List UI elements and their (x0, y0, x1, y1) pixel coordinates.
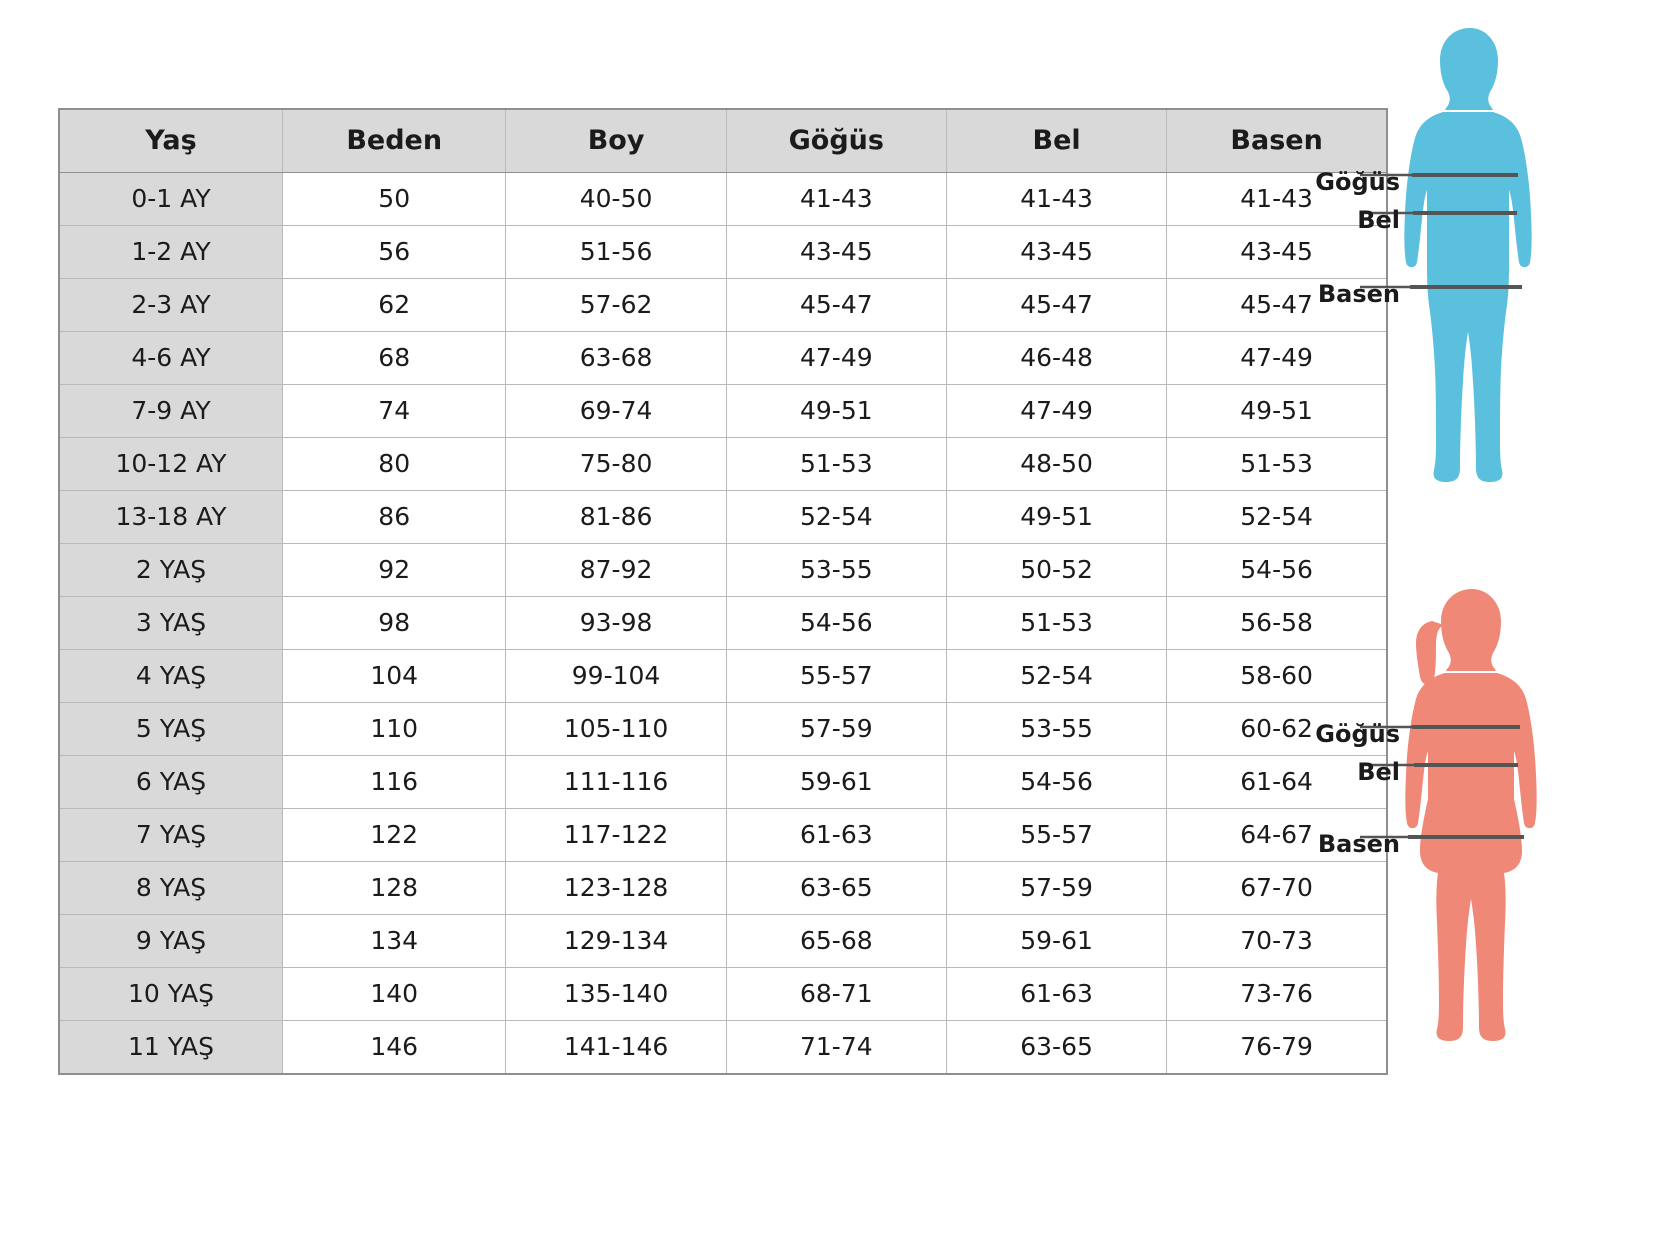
size-table-body (59, 173, 1387, 1075)
cell-age: 11 YAŞ (59, 1021, 282, 1075)
cell-waist: 47-49 (946, 385, 1166, 438)
cell-hip: 76-79 (1167, 1021, 1387, 1075)
cell-height: 105-110 (506, 703, 726, 756)
cell-waist: 57-59 (946, 862, 1166, 915)
cell-size: 92 (282, 544, 505, 597)
cell-size: 74 (282, 385, 505, 438)
cell-hip: 52-54 (1167, 491, 1387, 544)
cell-chest: 61-63 (726, 809, 946, 862)
cell-height: 81-86 (506, 491, 726, 544)
table-row (59, 438, 1387, 491)
boy-body-silhouette-icon (1360, 20, 1660, 600)
cell-size: 104 (282, 650, 505, 703)
cell-chest: 68-71 (726, 968, 946, 1021)
cell-chest: 43-45 (726, 226, 946, 279)
cell-waist: 53-55 (946, 703, 1166, 756)
cell-hip: 47-49 (1167, 332, 1387, 385)
size-table-head (59, 109, 1387, 173)
cell-chest: 41-43 (726, 173, 946, 226)
cell-height: 123-128 (506, 862, 726, 915)
cell-size: 56 (282, 226, 505, 279)
table-row (59, 597, 1387, 650)
column-header-size: Beden (282, 109, 505, 173)
cell-height: 129-134 (506, 915, 726, 968)
cell-waist: 50-52 (946, 544, 1166, 597)
cell-height: 69-74 (506, 385, 726, 438)
table-row (59, 279, 1387, 332)
cell-chest: 51-53 (726, 438, 946, 491)
cell-hip: 61-64 (1167, 756, 1387, 809)
cell-height: 40-50 (506, 173, 726, 226)
cell-chest: 45-47 (726, 279, 946, 332)
cell-waist: 51-53 (946, 597, 1166, 650)
table-row (59, 862, 1387, 915)
cell-size: 116 (282, 756, 505, 809)
table-row (59, 385, 1387, 438)
table-row (59, 756, 1387, 809)
table-row (59, 544, 1387, 597)
table-row (59, 332, 1387, 385)
cell-chest: 59-61 (726, 756, 946, 809)
cell-size: 68 (282, 332, 505, 385)
cell-chest: 63-65 (726, 862, 946, 915)
table-row (59, 809, 1387, 862)
cell-height: 117-122 (506, 809, 726, 862)
cell-size: 110 (282, 703, 505, 756)
cell-height: 87-92 (506, 544, 726, 597)
girl-hip-label: Basen (1317, 830, 1400, 858)
cell-age: 2-3 AY (59, 279, 282, 332)
cell-size: 134 (282, 915, 505, 968)
cell-size: 140 (282, 968, 505, 1021)
cell-height: 63-68 (506, 332, 726, 385)
cell-size: 98 (282, 597, 505, 650)
cell-chest: 53-55 (726, 544, 946, 597)
cell-hip: 58-60 (1167, 650, 1387, 703)
table-row (59, 915, 1387, 968)
cell-age: 4 YAŞ (59, 650, 282, 703)
cell-size: 86 (282, 491, 505, 544)
cell-height: 57-62 (506, 279, 726, 332)
cell-chest: 47-49 (726, 332, 946, 385)
cell-size: 122 (282, 809, 505, 862)
cell-size: 50 (282, 173, 505, 226)
cell-hip: 70-73 (1167, 915, 1387, 968)
table-row (59, 703, 1387, 756)
cell-age: 6 YAŞ (59, 756, 282, 809)
boy-figure-block (1315, 20, 1660, 600)
boy-waist-label: Bel (1357, 206, 1400, 234)
cell-age: 3 YAŞ (59, 597, 282, 650)
cell-age: 13-18 AY (59, 491, 282, 544)
column-header-height: Boy (506, 109, 726, 173)
size-table-container (58, 108, 1388, 1075)
cell-chest: 54-56 (726, 597, 946, 650)
cell-age: 9 YAŞ (59, 915, 282, 968)
cell-hip: 41-43 (1167, 173, 1387, 226)
cell-age: 5 YAŞ (59, 703, 282, 756)
cell-age: 7 YAŞ (59, 809, 282, 862)
column-header-hip: Basen (1167, 109, 1387, 173)
table-row (59, 1021, 1387, 1075)
cell-chest: 57-59 (726, 703, 946, 756)
cell-hip: 60-62 (1167, 703, 1387, 756)
cell-waist: 49-51 (946, 491, 1166, 544)
cell-hip: 45-47 (1167, 279, 1387, 332)
table-row (59, 968, 1387, 1021)
cell-age: 0-1 AY (59, 173, 282, 226)
table-row (59, 491, 1387, 544)
cell-hip: 49-51 (1167, 385, 1387, 438)
cell-hip: 56-58 (1167, 597, 1387, 650)
table-row (59, 173, 1387, 226)
boy-hip-label: Basen (1317, 280, 1400, 308)
girl-body-silhouette-icon (1360, 575, 1660, 1235)
cell-chest: 52-54 (726, 491, 946, 544)
cell-height: 75-80 (506, 438, 726, 491)
cell-age: 10 YAŞ (59, 968, 282, 1021)
cell-height: 141-146 (506, 1021, 726, 1075)
cell-hip: 43-45 (1167, 226, 1387, 279)
cell-age: 2 YAŞ (59, 544, 282, 597)
cell-height: 51-56 (506, 226, 726, 279)
cell-age: 1-2 AY (59, 226, 282, 279)
cell-height: 99-104 (506, 650, 726, 703)
cell-age: 8 YAŞ (59, 862, 282, 915)
column-header-chest: Göğüs (726, 109, 946, 173)
cell-chest: 55-57 (726, 650, 946, 703)
column-header-waist: Bel (946, 109, 1166, 173)
cell-hip: 51-53 (1167, 438, 1387, 491)
cell-chest: 49-51 (726, 385, 946, 438)
cell-hip: 64-67 (1167, 809, 1387, 862)
girl-chest-label: Göğüs (1315, 720, 1400, 748)
cell-size: 62 (282, 279, 505, 332)
boy-chest-label: Göğüs (1315, 168, 1400, 196)
cell-hip: 67-70 (1167, 862, 1387, 915)
girl-waist-label: Bel (1357, 758, 1400, 786)
cell-height: 93-98 (506, 597, 726, 650)
cell-waist: 46-48 (946, 332, 1166, 385)
table-row (59, 650, 1387, 703)
cell-waist: 61-63 (946, 968, 1166, 1021)
cell-waist: 45-47 (946, 279, 1166, 332)
cell-waist: 55-57 (946, 809, 1166, 862)
girl-figure-block (1315, 575, 1660, 1235)
cell-waist: 59-61 (946, 915, 1166, 968)
cell-waist: 63-65 (946, 1021, 1166, 1075)
cell-chest: 65-68 (726, 915, 946, 968)
cell-size: 80 (282, 438, 505, 491)
cell-hip: 54-56 (1167, 544, 1387, 597)
cell-waist: 54-56 (946, 756, 1166, 809)
cell-waist: 48-50 (946, 438, 1166, 491)
size-table (58, 108, 1388, 1075)
table-row (59, 226, 1387, 279)
table-header-row (59, 109, 1387, 173)
cell-waist: 41-43 (946, 173, 1166, 226)
cell-age: 10-12 AY (59, 438, 282, 491)
cell-age: 4-6 AY (59, 332, 282, 385)
cell-size: 146 (282, 1021, 505, 1075)
cell-chest: 71-74 (726, 1021, 946, 1075)
cell-waist: 52-54 (946, 650, 1166, 703)
cell-size: 128 (282, 862, 505, 915)
cell-age: 7-9 AY (59, 385, 282, 438)
cell-waist: 43-45 (946, 226, 1166, 279)
cell-hip: 73-76 (1167, 968, 1387, 1021)
cell-height: 111-116 (506, 756, 726, 809)
column-header-age: Yaş (59, 109, 282, 173)
cell-height: 135-140 (506, 968, 726, 1021)
